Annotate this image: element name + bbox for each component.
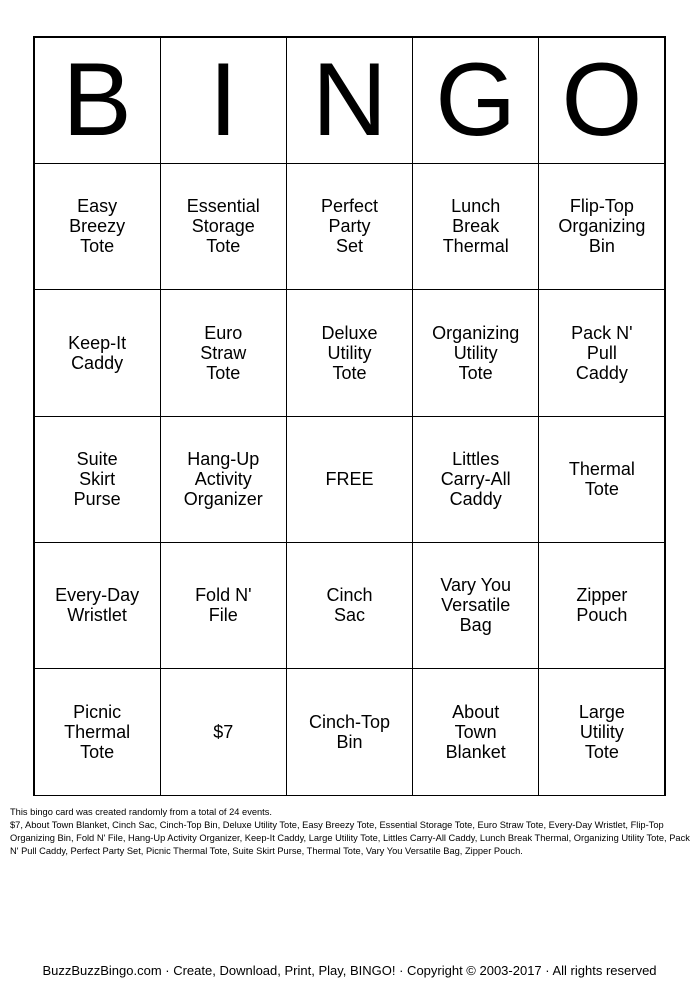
bingo-cell: Perfect Party Set [286,163,413,290]
bingo-cell: Picnic Thermal Tote [34,668,161,795]
bingo-cell: Easy Breezy Tote [34,163,161,290]
bingo-cell: Lunch Break Thermal [412,163,539,290]
free-space-cell: FREE [286,416,413,543]
header-letter-i: I [160,37,287,164]
bingo-cell: Hang-Up Activity Organizer [160,416,287,543]
bingo-cell: Every-Day Wristlet [34,542,161,669]
bingo-cell: Thermal Tote [538,416,665,543]
header-letter-n: N [286,37,413,164]
footer-copyright: BuzzBuzzBingo.com · Create, Download, Print, Play, BINGO! · Copyright © 2003-2017 · All rights reserved [42,963,657,978]
bingo-cell: Euro Straw Tote [160,289,287,416]
bingo-cell: Zipper Pouch [538,542,665,669]
info-summary: This bingo card was created randomly from a total of 24 events. [10,807,272,817]
header-letter-g: G [412,37,539,164]
bingo-cell: Essential Storage Tote [160,163,287,290]
bingo-cell: Large Utility Tote [538,668,665,795]
info-event-list: $7, About Town Blanket, Cinch Sac, Cinch-Top Bin, Deluxe Utility Tote, Easy Breezy Tote, Essential Storage Tote, Euro Straw Tote, Every-Day Wristlet, Flip-Top Organizing Bin, Fold N' File, Hang-Up Activity Organizer, Keep-It Caddy, Large Utility Tote, Littles Carry-All Caddy, Lunch Break Thermal, Organizing Utility Tote, Pack N' Pull Caddy, Perfect Party Set, Picnic Thermal Tote, Suite Skirt Purse, Thermal Tote, Vary You Versatile Bag, Zipper Pouch. [10,820,690,856]
bingo-cell: $7 [160,668,287,795]
card-info [10,806,690,858]
bingo-cell: Cinch-Top Bin [286,668,413,795]
bingo-cell: Cinch Sac [286,542,413,669]
bingo-cell: Keep-It Caddy [34,289,161,416]
bingo-card [33,36,666,796]
bingo-cell: Fold N' File [160,542,287,669]
bingo-cell: Suite Skirt Purse [34,416,161,543]
bingo-cell: Pack N' Pull Caddy [538,289,665,416]
bingo-cell: Organizing Utility Tote [412,289,539,416]
bingo-cell: Flip-Top Organizing Bin [538,163,665,290]
bingo-cell: Deluxe Utility Tote [286,289,413,416]
header-letter-b: B [34,37,161,164]
header-letter-o: O [538,37,665,164]
bingo-cell: Vary You Versatile Bag [412,542,539,669]
bingo-cell: About Town Blanket [412,668,539,795]
bingo-cell: Littles Carry-All Caddy [412,416,539,543]
